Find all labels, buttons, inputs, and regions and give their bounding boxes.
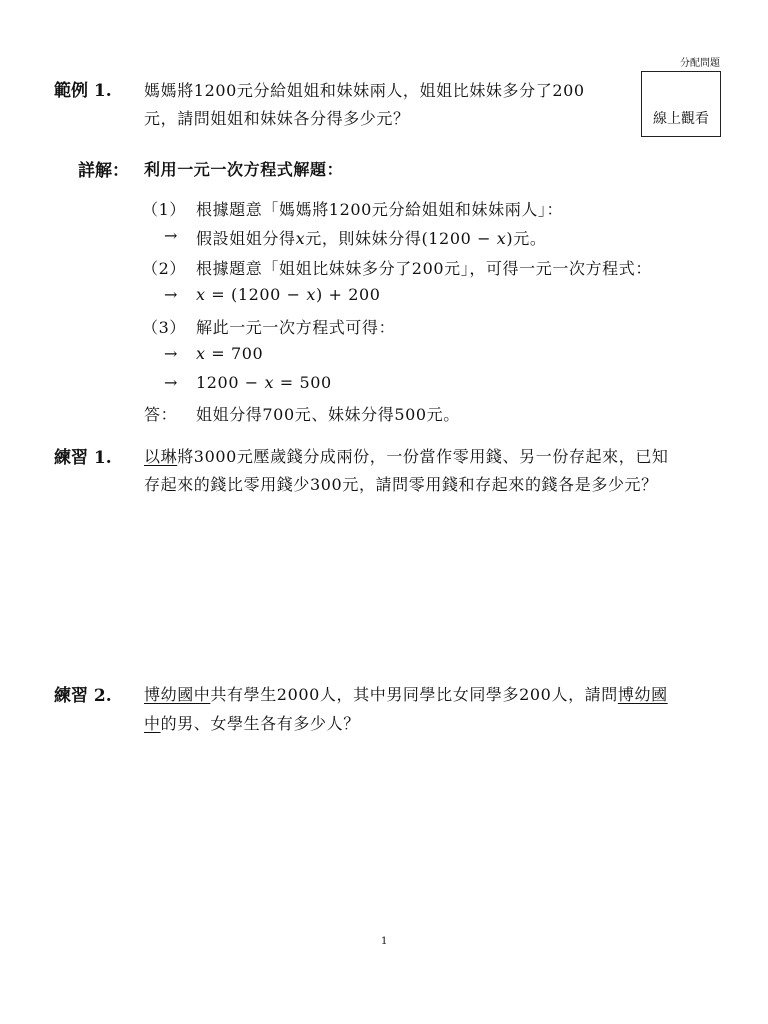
equation-2: x = 700 — [196, 344, 264, 363]
school-name: 博幼國中 — [144, 685, 211, 704]
practice-1-label: 練習 1. — [54, 448, 112, 468]
arrow-icon: → — [164, 344, 179, 363]
solution-label: 詳解： — [78, 161, 129, 181]
step-2-number: （2） — [142, 259, 186, 278]
solution-title: 利用一元一次方程式解題： — [144, 160, 344, 179]
practice-2-label: 練習 2. — [54, 686, 112, 706]
step-1-text: 根據題意「媽媽將1200元分給姐姐和妹妹兩人」： — [196, 200, 564, 219]
example-line-2: 元，請問姐姐和妹妹各分得多少元？ — [144, 109, 410, 128]
topic-header: 分配問題 — [680, 58, 720, 69]
person-name: 以琳 — [144, 447, 178, 466]
answer-text: 姐姐分得700元、妹妹分得500元。 — [196, 405, 460, 424]
step-3-number: （3） — [142, 318, 186, 337]
practice-2-line-2: 中的男、女學生各有多少人？ — [144, 714, 360, 733]
page-number: 1 — [381, 936, 388, 947]
equation-3: 1200 − x = 500 — [196, 373, 332, 392]
equation-1: x = (1200 − x) + 200 — [196, 285, 381, 304]
step-3-text: 解此一元一次方程式可得： — [196, 318, 396, 337]
example-line-1: 媽媽將1200元分給姐姐和妹妹兩人，姐姐比妹妹多分了200 — [144, 81, 585, 100]
step-1-number: （1） — [142, 200, 186, 219]
arrow-icon: → — [164, 285, 179, 304]
school-name: 中 — [144, 714, 161, 733]
online-view-box[interactable] — [641, 71, 721, 137]
practice-2-line-1: 博幼國中共有學生2000人，其中男同學比女同學多200人，請問博幼國 — [144, 685, 668, 704]
step-1a-text: 假設姐姐分得x元，則妹妹分得(1200 − x)元。 — [196, 229, 547, 248]
example-label: 範例 1. — [54, 81, 112, 101]
school-name: 博幼國 — [617, 685, 668, 704]
practice-1-line-1: 以琳將3000元壓歲錢分成兩份，一份當作零用錢、另一份存起來，已知 — [144, 447, 669, 466]
practice-1-line-2: 存起來的錢比零用錢少300元，請問零用錢和存起來的錢各是多少元？ — [144, 475, 658, 494]
arrow-icon: → — [164, 226, 179, 245]
arrow-icon: → — [164, 373, 179, 392]
answer-label: 答： — [144, 405, 178, 424]
online-view-label[interactable]: 線上觀看 — [653, 111, 709, 127]
step-2-text: 根據題意「姐姐比妹妹多分了200元」，可得一元一次方程式： — [196, 259, 652, 278]
